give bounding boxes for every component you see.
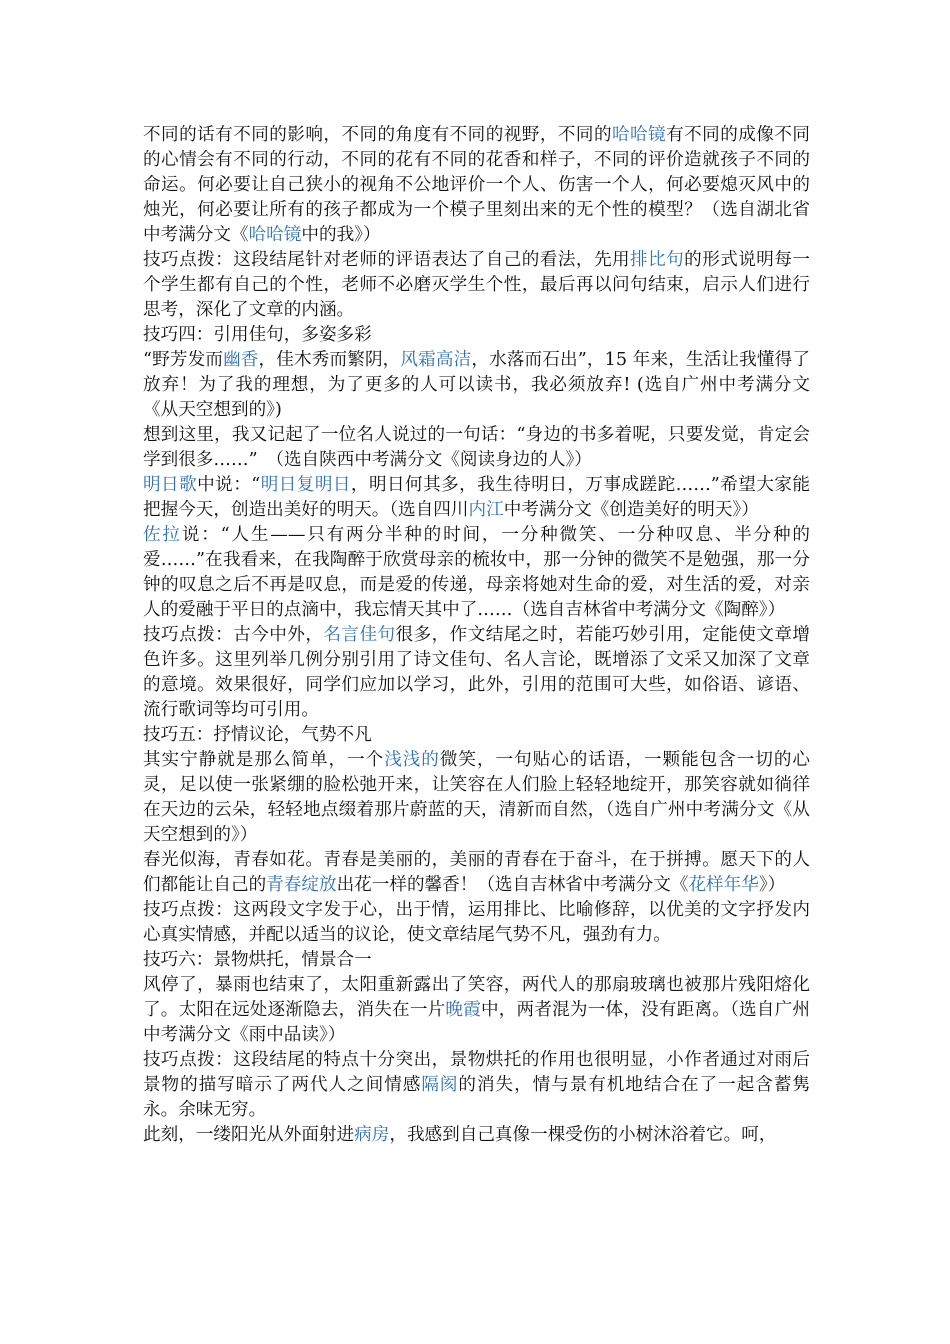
text-run: 技巧点拨：这两段文字发于心，出于情，运用排比、比喻修辞，以优美的文字抒发内心真实情感，并配以适当的议论，使文章结尾气势不凡，强劲有力。 <box>143 900 810 945</box>
text-run: 中的我》） <box>301 225 381 245</box>
text-run: 很多，作文结尾之时，若能巧妙引用，定能使文章增色许多。这里列举几例分别引用了诗文佳句、名人言论，既增添了文采又加深了文章的意境。效果很好，同学们应加以学习，此外，引用的范围可大些，如俗语、谚语、流行歌词等均可引用。 <box>143 625 810 720</box>
paragraph <box>143 248 810 323</box>
paragraph <box>143 123 810 248</box>
hyperlink[interactable]: 哈哈镜 <box>248 225 302 245</box>
text-run: 出花一样的馨香！（选自吉林省中考满分文《 <box>336 875 689 895</box>
hyperlink[interactable]: 排比句 <box>630 250 685 270</box>
text-run: 中，两者混为一体，没有距离。（选自广州中考满分文《雨中品读》） <box>143 1000 810 1045</box>
text-run: 的形式说明每一个学生都有自己的个性，老师不必磨灭学生个性，最后再以问句结束，启示人们进行思考，深化了文章的内涵。 <box>143 250 810 320</box>
text-run: 技巧四：引用佳句，多姿多彩 <box>143 325 372 345</box>
paragraph <box>143 1048 810 1123</box>
paragraph <box>143 523 810 623</box>
text-run: 技巧点拨：这段结尾的特点十分突出，景物烘托的作用也很明显，小作者通过对雨后景物的描写暗示了两代人之间情感 <box>143 1050 810 1095</box>
section-heading <box>143 723 810 748</box>
hyperlink[interactable]: 佐拉 <box>143 525 182 545</box>
paragraph <box>143 623 810 723</box>
paragraph <box>143 848 810 898</box>
text-run: 其实宁静就是那么简单，一个 <box>143 750 385 770</box>
paragraph <box>143 973 810 1048</box>
text-run: 风停了，暴雨也结束了，太阳重新露出了笑容，两代人的那扇玻璃也被那片残阳熔化了。太阳在远处逐渐隐去，消失在一片 <box>143 975 810 1020</box>
hyperlink[interactable]: 幽香 <box>223 350 259 370</box>
hyperlink[interactable]: 风霜高洁 <box>400 350 472 370</box>
hyperlink[interactable]: 晚霞 <box>445 1000 481 1020</box>
text-run: 说：“人生——只有两分半种的时间，一分种微笑、一分种叹息、半分种的爱……”在我看来，在我陶醉于欣赏母亲的梳妆中，那一分钟的微笑不是勉强，那一分钟的叹息之后不再是叹息，而是爱的传递，母亲将她对生命的爱，对生活的爱，对亲人的爱融于平日的点滴中，我忘情天其中了……（选自吉林省中考满分文《陶醉》） <box>143 525 810 620</box>
hyperlink[interactable]: 内江 <box>468 500 504 520</box>
text-run: 春光似海，青春如花。青春是美丽的，美丽的青春在于奋斗，在于拼搏。愿天下的人们都能让自己的 <box>143 850 810 895</box>
paragraph <box>143 1123 810 1148</box>
hyperlink[interactable]: 明日歌 <box>143 475 198 495</box>
text-run: 此刻，一缕阳光从外面射进 <box>143 1125 355 1145</box>
paragraph <box>143 473 810 523</box>
text-run: 技巧点拨：这段结尾针对老师的评语表达了自己的看法，先用 <box>143 250 631 270</box>
section-heading <box>143 948 810 973</box>
text-run: 》） <box>758 875 786 895</box>
text-run: 想到这里，我又记起了一位名人说过的一句话：“身边的书多着呢，只要发觉，肯定会学到很多……” （选自陕西中考满分文《阅读身边的人》） <box>143 425 810 470</box>
hyperlink[interactable]: 花样年华 <box>688 875 759 895</box>
hyperlink[interactable]: 青春绽放 <box>266 875 337 895</box>
paragraph <box>143 748 810 848</box>
text-run: 技巧六：景物烘托，情景合一 <box>143 950 372 970</box>
text-run: 技巧点拨：古今中外， <box>143 625 324 645</box>
hyperlink[interactable]: 病房 <box>354 1125 390 1145</box>
text-run: 中说：“ <box>197 475 261 495</box>
section-heading <box>143 323 810 348</box>
text-run: 微笑，一句贴心的话语，一颗能包含一切的心灵，足以使一张紧绷的脸松弛开来，让笑容在人们脸上轻轻地绽开，那笑容就如徜徉在天边的云朵，轻轻地点缀着那片蔚蓝的天，清新而自然，（选自广州中考满分文《从天空想到的》） <box>143 750 810 845</box>
document-body <box>143 123 810 1148</box>
text-run: 的消失，情与景有机地结合在了一起含蓄隽永。余味无穷。 <box>143 1075 810 1120</box>
text-run: ，我感到自己真像一棵受伤的小树沐浴着它。呵， <box>389 1125 777 1145</box>
text-run: ，水落而石出”，15 年来，生活让我懂得了放弃！为了我的理想，为了更多的人可以读书，我必须放弃! (选自广州中考满分文《从天空想到的》) <box>143 350 810 420</box>
paragraph <box>143 423 810 473</box>
text-run: 有不同的成像不同的心情会有不同的行动，不同的花有不同的花香和样子，不同的评价造就孩子不同的命运。何必要让自己狭小的视角不公地评价一个人、伤害一个人，何必要熄灭风中的烛光，何必要让所有的孩子都成为一个模子里刻出来的无个性的模型？（选自湖北省中考满分文《 <box>143 125 810 245</box>
hyperlink[interactable]: 名言佳句 <box>323 625 396 645</box>
text-run: 不同的话有不同的影响，不同的角度有不同的视野，不同的 <box>143 125 612 145</box>
text-run: ，佳木秀而繁阴， <box>258 350 401 370</box>
hyperlink[interactable]: 浅浅的 <box>384 750 440 770</box>
text-run: 技巧五：抒情议论，气势不凡 <box>143 725 372 745</box>
paragraph <box>143 348 810 423</box>
paragraph <box>143 898 810 948</box>
text-run: 中考满分文《创造美好的明天》） <box>503 500 759 520</box>
hyperlink[interactable]: 明日复明日 <box>260 475 351 495</box>
text-run: ，明日何其多，我生待明日，万事成蹉跎……”希望大家能把握今天，创造出美好的明天。（选自四川 <box>143 475 810 520</box>
hyperlink[interactable]: 哈哈镜 <box>611 125 667 145</box>
text-run: “野芳发而 <box>143 350 224 370</box>
hyperlink[interactable]: 隔阂 <box>421 1075 459 1095</box>
